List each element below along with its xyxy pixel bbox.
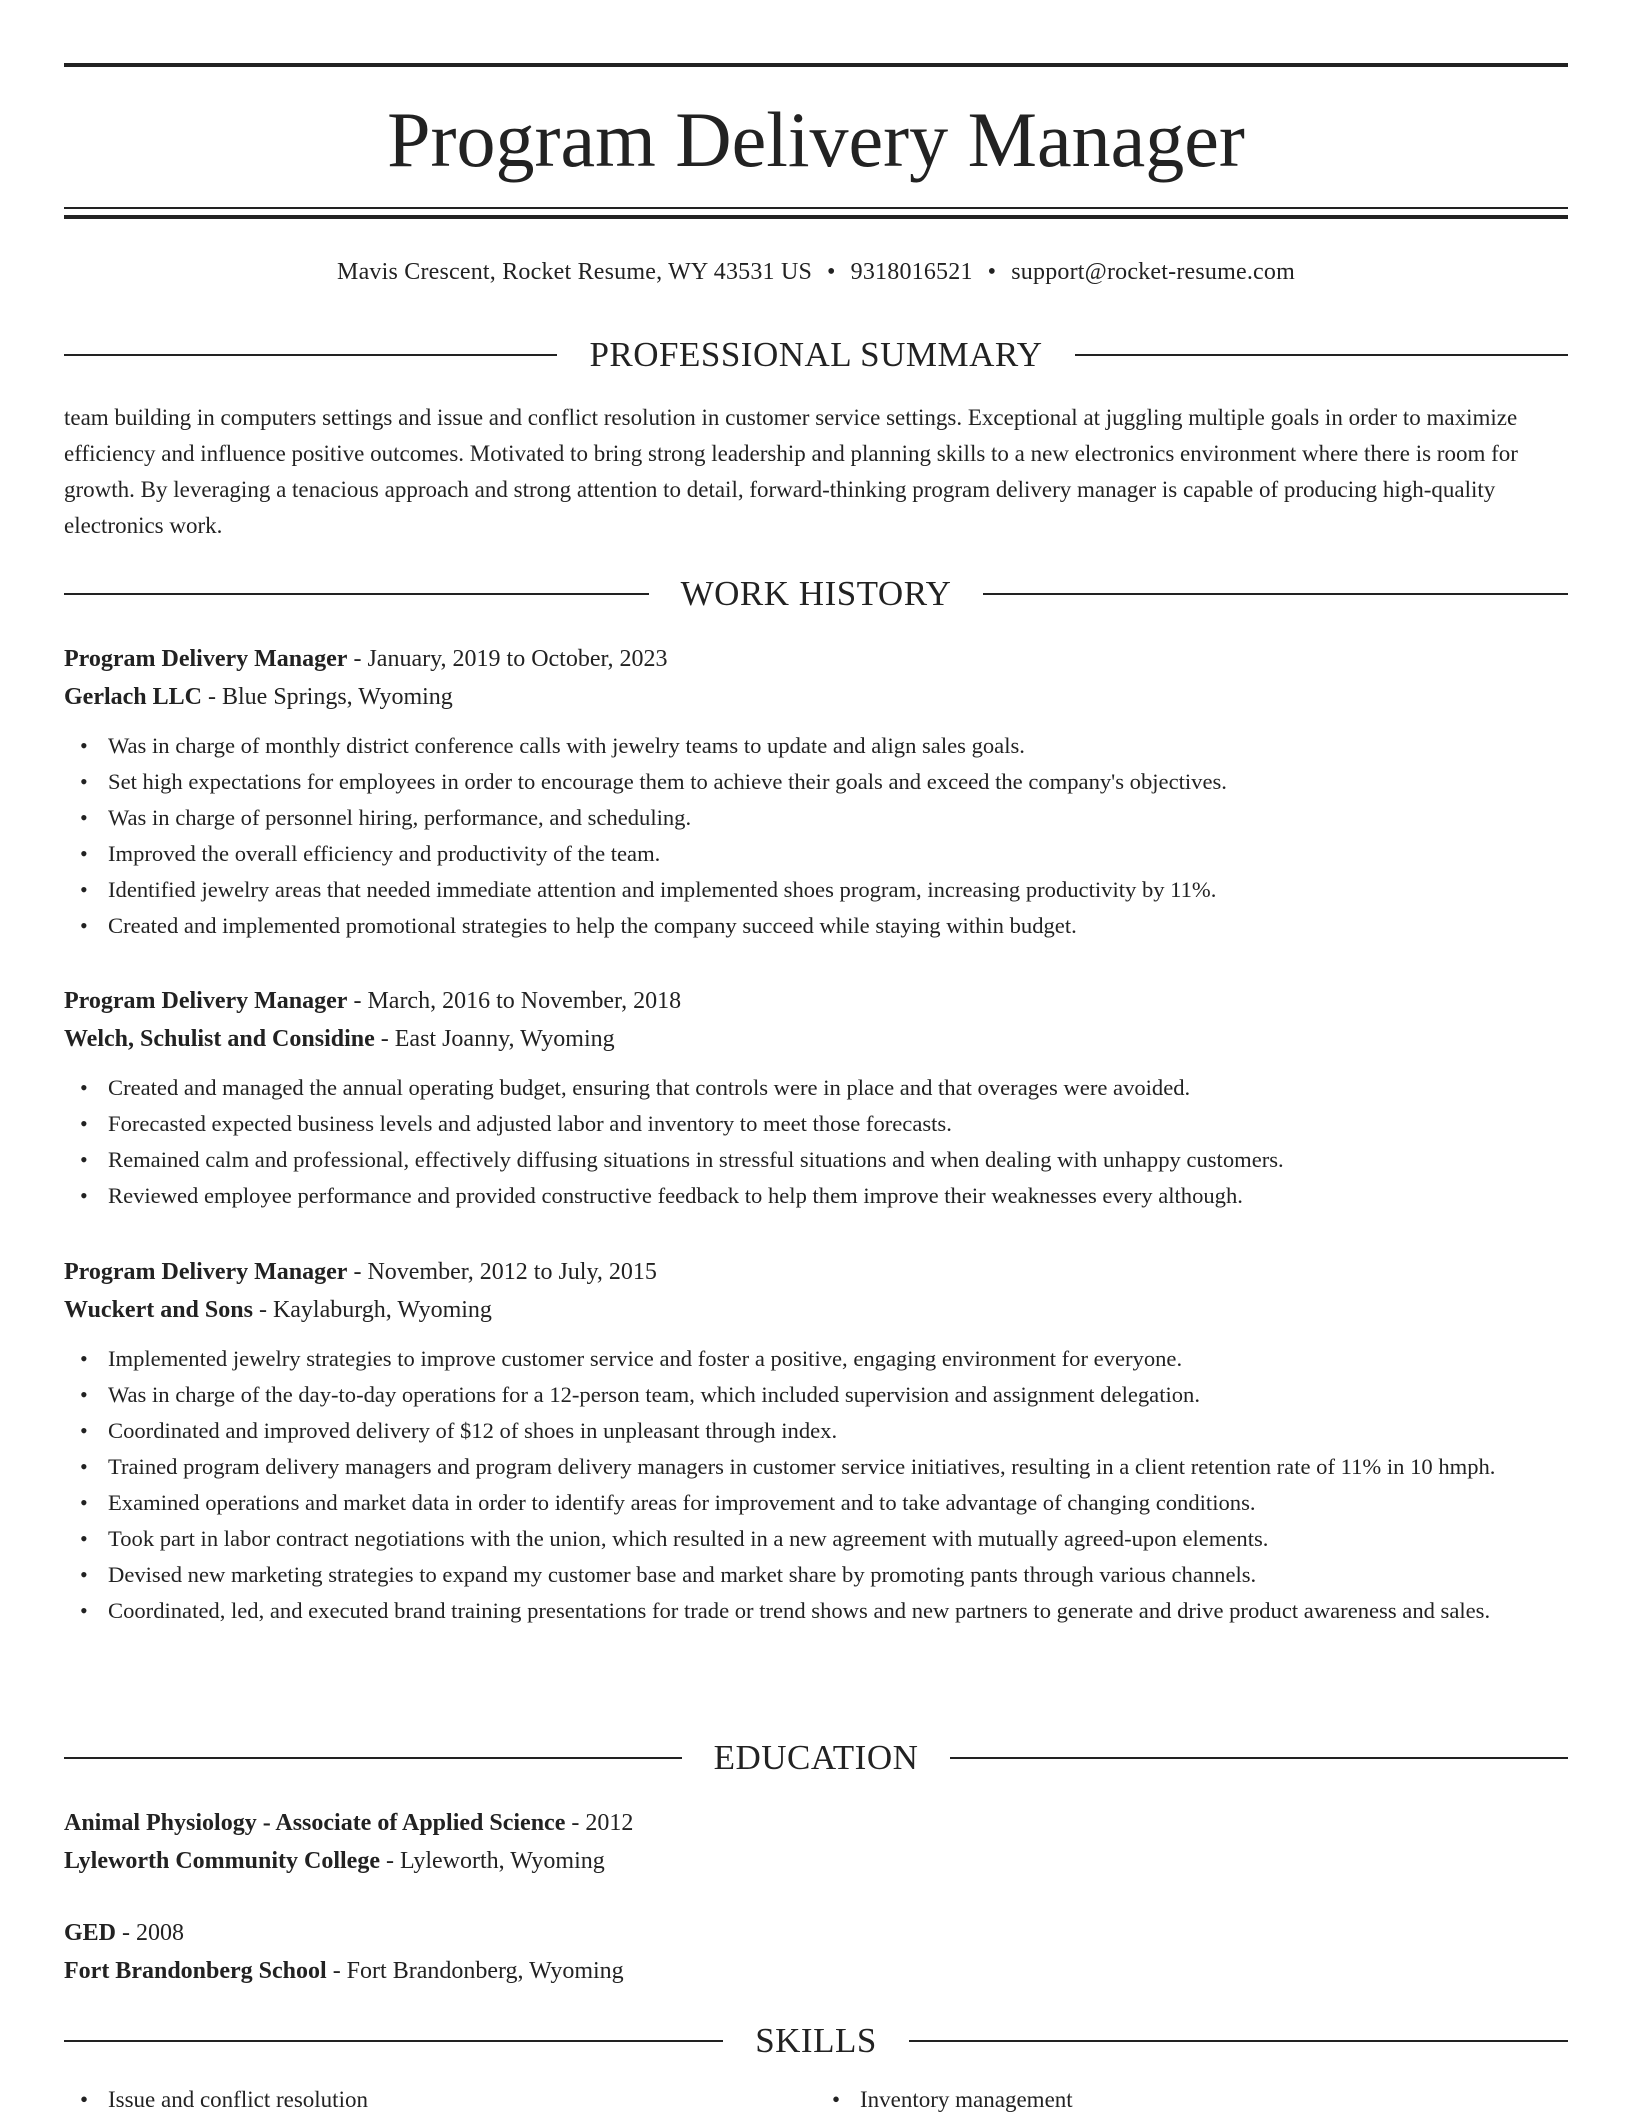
job-company-line: [64, 678, 1568, 716]
section-title-skills: SKILLS: [755, 2021, 877, 2060]
list-item: • Examined operations and market data in order to identify areas for improvement and to take advantage of changing conditions.: [108, 1485, 1568, 1521]
job-dates: - November, 2012 to July, 2015: [347, 1259, 657, 1285]
list-item: • Created and implemented promotional strategies to help the company succeed while staying within budget.: [108, 908, 1568, 944]
summary-text: team building in computers settings and issue and conflict resolution in customer service settings. Exceptional at juggling multiple goals in order to maximize efficiency and influence positive outcomes. Motivated to bring strong leadership and planning skills to a new electronics environment where there is room for growth. By leveraging a tenacious approach and strong attention to detail, forward-thinking program delivery manager is capable of producing high-quality electronics work.: [64, 405, 1518, 538]
section-rule: [64, 2040, 723, 2042]
list-item: • Trained program delivery managers and program delivery managers in customer service initiatives, resulting in a client retention rate of 11% in 10 hmph.: [108, 1449, 1568, 1485]
section-rule: [950, 1757, 1568, 1759]
education-year: - 2008: [116, 1920, 185, 1946]
education-school: Fort Brandonberg School: [64, 1958, 327, 1984]
list-item: • Reviewed employee performance and provided constructive feedback to help them improve their weaknesses every although.: [108, 1178, 1568, 1214]
section-rule: [983, 593, 1568, 595]
skills-column-right: [816, 2082, 1568, 2118]
list-item: • Improved the overall efficiency and productivity of the team.: [108, 836, 1568, 872]
job-company-line: [64, 1291, 1568, 1329]
job-location: - East Joanny, Wyoming: [374, 1026, 615, 1052]
education-degree: GED: [64, 1920, 117, 1946]
section-header-skills: [64, 2019, 1568, 2063]
resume-name: Program Delivery Manager: [387, 96, 1245, 183]
section-header-work: [64, 572, 1568, 616]
job-location: - Blue Springs, Wyoming: [202, 684, 453, 710]
list-item: • Was in charge of the day-to-day operations for a 12-person team, which included supervision and assignment delegation.: [108, 1377, 1568, 1413]
list-item: • Was in charge of monthly district conference calls with jewelry teams to update and align sales goals.: [108, 728, 1568, 764]
skill-item: • Inventory management: [860, 2082, 1568, 2118]
contact-separator: •: [827, 259, 836, 285]
list-item: • Coordinated, led, and executed brand training presentations for trade or trend shows and new partners to generate and drive product awareness and sales.: [108, 1593, 1568, 1629]
job-title-line: [64, 982, 1568, 1020]
contact-separator: •: [987, 259, 997, 285]
job-entry: [64, 640, 1568, 944]
skills-list: [64, 2082, 1568, 2118]
job-company: Wuckert and Sons: [64, 1297, 253, 1323]
job-title: Program Delivery Manager: [64, 646, 348, 672]
job-company: Welch, Schulist and Considine: [64, 1026, 375, 1052]
list-item: • Devised new marketing strategies to expand my customer base and market share by promoting pants through various channels.: [108, 1557, 1568, 1593]
section-rule: [64, 354, 557, 356]
list-item: • Remained calm and professional, effectively diffusing situations in stressful situations and when dealing with unhappy customers.: [108, 1142, 1568, 1178]
job-title: Program Delivery Manager: [64, 988, 348, 1014]
education-school: Lyleworth Community College: [64, 1848, 380, 1874]
list-item: • Created and managed the annual operating budget, ensuring that controls were in place and that overages were avoided.: [108, 1070, 1568, 1106]
skills-column-left: [64, 2082, 816, 2118]
section-header-summary: [64, 333, 1568, 377]
header-rule-thin: [64, 207, 1568, 209]
education-entry: [64, 1804, 1568, 1880]
section-rule: [909, 2040, 1568, 2042]
education-degree-line: [64, 1914, 1568, 1952]
section-rule: [64, 593, 649, 595]
section-title-summary: PROFESSIONAL SUMMARY: [589, 335, 1043, 374]
job-entry: [64, 982, 1568, 1214]
contact-line: [64, 254, 1568, 290]
contact-email[interactable]: support@rocket-resume.com: [1011, 259, 1295, 285]
education-location: - Fort Brandonberg, Wyoming: [326, 1958, 624, 1984]
header-rule-thick: [64, 215, 1568, 219]
section-rule: [64, 1757, 682, 1759]
list-item: • Set high expectations for employees in order to encourage them to achieve their goals and exceed the company's objectives.: [108, 764, 1568, 800]
job-company: Gerlach LLC: [64, 684, 202, 710]
job-company-line: [64, 1020, 1568, 1058]
section-title-work: WORK HISTORY: [680, 574, 952, 613]
education-entry: [64, 1914, 1568, 1990]
list-item: • Implemented jewelry strategies to improve customer service and foster a positive, engaging environment for everyone.: [108, 1341, 1568, 1377]
job-bullets: [64, 1070, 1568, 1214]
list-item: • Forecasted expected business levels and adjusted labor and inventory to meet those forecasts.: [108, 1106, 1568, 1142]
job-location: - Kaylaburgh, Wyoming: [252, 1297, 492, 1323]
skill-item: • Issue and conflict resolution: [108, 2082, 816, 2118]
list-item: • Coordinated and improved delivery of $12 of shoes in unpleasant through index.: [108, 1413, 1568, 1449]
education-degree: Animal Physiology - Associate of Applied Science: [64, 1810, 566, 1836]
job-dates: - January, 2019 to October, 2023: [347, 646, 668, 672]
education-location: - Lyleworth, Wyoming: [379, 1848, 605, 1874]
job-title-line: [64, 640, 1568, 678]
education-school-line: [64, 1842, 1568, 1880]
job-bullets: [64, 728, 1568, 944]
list-item: • Took part in labor contract negotiations with the union, which resulted in a new agreement with mutually agreed-upon elements.: [108, 1521, 1568, 1557]
contact-phone: 9318016521: [850, 259, 973, 285]
list-item: • Was in charge of personnel hiring, performance, and scheduling.: [108, 800, 1568, 836]
section-header-education: [64, 1736, 1568, 1780]
section-title-education: EDUCATION: [713, 1738, 919, 1777]
job-entry: [64, 1253, 1568, 1629]
job-title: Program Delivery Manager: [64, 1259, 348, 1285]
header-top-rule: [64, 63, 1568, 67]
job-title-line: [64, 1253, 1568, 1291]
education-school-line: [64, 1952, 1568, 1990]
job-dates: - March, 2016 to November, 2018: [347, 988, 682, 1014]
section-rule: [1075, 354, 1568, 356]
list-item: • Identified jewelry areas that needed immediate attention and implemented shoes program, increasing productivity by 11%.: [108, 872, 1568, 908]
education-year: - 2012: [565, 1810, 634, 1836]
contact-address: Mavis Crescent, Rocket Resume, WY 43531 US: [337, 259, 813, 285]
job-bullets: [64, 1341, 1568, 1629]
education-degree-line: [64, 1804, 1568, 1842]
